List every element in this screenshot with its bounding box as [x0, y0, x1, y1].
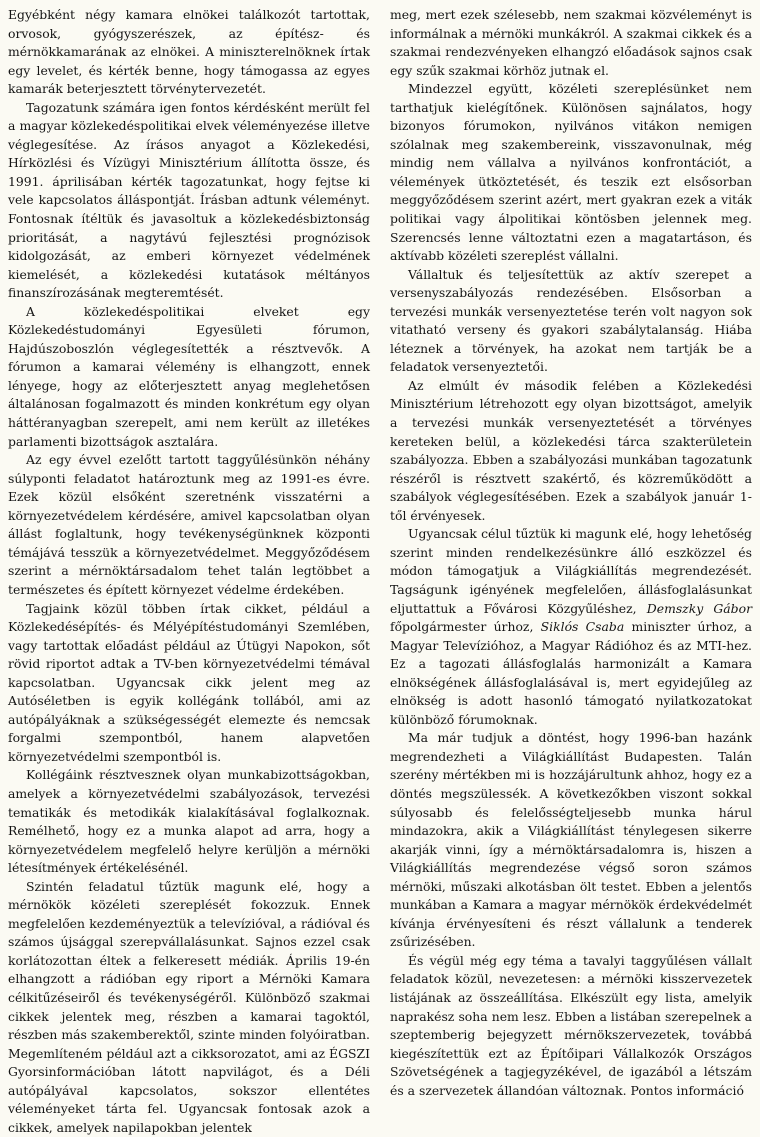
paragraph: Egyébként négy kamara elnökei találkozót tartottak, orvosok, gyógyszerészek, az építész- és mérnökkamarának az elnökei. A miniszterelnöknek írtak egy levelet, és kérték benne, hogy támogassa az egyes kamarák beterjesztett törvénytervezetét.: [8, 7, 370, 97]
text-run: főpolgármester úrhoz,: [390, 619, 541, 635]
text-run: Ugyancsak célul tűztük ki magunk elé, hogy lehetőség szerint minden rendelkezésünkre álló eszközzel és módon támogatjuk a Világkiállítás megrendezését. Tagságunk igényének megfelelően, állásfoglalásunkat eljuttattuk a Fővárosi Közgyűléshez,: [390, 526, 752, 616]
paragraph: Kollégáink résztvesznek olyan munkabizottságokban, amelyek a környezetvédelmi szabályozások, tervezési tematikák és metodikák kialakításával foglalkoznak. Remélhető, hogy ez a munka alapot ad arra, hogy a környezetvédelem megfelelő helyre kerüljön a mérnöki létesítmények értékelésénél.: [8, 767, 370, 876]
paragraph: A közlekedéspolitikai elveket egy Közlekedéstudományi Egyesületi fórumon, Hajdúszoboszlón véglegesítették a résztvevők. A fórumon a kamarai vélemény is elhangzott, ennek lényege, hogy az előterjesztett anyag meglehetősen általánosan fogalmazott és minden konkrétum egy olyan háttéranyagban szerepelt, ami nem került az illetékes parlamenti bizottságok asztalára.: [8, 303, 370, 449]
paragraph: meg, mert ezek szélesebb, nem szakmai közvéleményt is informálnak a mérnöki munkákról. A szakmai cikkek és a szakmai rendezvényeken elhangzó előadások sajnos csak egy szűk szakmai körhöz jutnak el.: [390, 7, 752, 78]
paragraph: Tagjaink közül többen írtak cikket, például a Közlekedésépítés- és Mélyépítéstudományi Szemlében, vagy tartottak előadást például az Útügyi Napokon, sőt rövid riportot adtak a TV-ben környezetvédelmi témával kapcsolatban. Ugyancsak cikk jelent meg az Autóséletben is egyik kollégánk tollából, ami az autópályáknak a szükségességét elemezte és nemcsak forgalmi szempontból, hanem alapvetően környezetvédelmi szempontból is.: [8, 600, 370, 764]
text-run: miniszter úrhoz, a Magyar Televízióhoz, a Magyar Rádióhoz és az MTI-hez. Ez a tagozati állásfoglalás harmonizált a Kamara elnökségének állásfoglalásával is, mert egyidejűleg az elnökség is adott hasonló támogató nyilatkozatokat különböző fórumoknak.: [390, 619, 752, 727]
person-name: Demszky Gábor: [646, 600, 752, 616]
paragraph: Vállaltuk és teljesítettük az aktív szerepet a versenyszabályozás rendezésében. Elsősorban a tervezési munkák versenyeztetése terén volt nagyon sok vitatható verseny és gyakori szabálytalanság. Hiába léteznek a törvények, ha azokat nem tartják be a feladatok versenyeztetői.: [390, 266, 752, 375]
paragraph: Ma már tudjuk a döntést, hogy 1996-ban hazánk megrendezheti a Világkiállítást Budapesten. Talán szerény mértékben mi is hozzájárultunk ahhoz, hogy ez a döntés megszülessék. A következőkben viszont sokkal súlyosabb és felelősségteljesebb munka hárul mindazokra, akik a Világkiállítást ténylegesen sikerre akarják vinni, így a mérnöktársadalomra is, hiszen a Világkiállítás megrendezése végső soron számos mérnöki, műszaki alkotásban ölt testet. Ebben a jelentős munkában a Kamara a magyar mérnökök érdekvédelmét kívánja érvényesíteni és részt vállalunk a tenderek zsűrizésében.: [390, 730, 752, 950]
paragraph: Szintén feladatul tűztük magunk elé, hogy a mérnökök közéleti szereplését fokozzuk. Ennek megfelelően kezdeményeztük a televízióval, a rádióval és számos újsággal szerepvállalásunkat. Sajnos ezzel csak korlátozottan éltek a felkeresett médiák. Április 19-én elhangzott a rádióban egy riport a Mérnöki Kamara célkitűzéseiről és tevékenységéről. Különböző szakmai cikkek jelentek meg, részben a kamarai tagoktól, részben más szakemberektől, szinte minden folyóiratban. Megemlíteném például azt a cikksorozatot, ami az ÉGSZI Gyorsinformációban látott napvilágot, és a Déli autópályával kapcsolatos, sokszor ellentétes véleményeket tárta fel. Ugyancsak fontosak azok a cikkek, amelyek napilapokban jelentek: [8, 878, 370, 1135]
paragraph: Az elmúlt év második felében a Közlekedési Minisztérium létrehozott egy olyan bizottságot, amelyik a tervezési munkák versenyeztetését a törvényes kereteken belül, a közlekedési tárca szakterületein szabályozza. Ebben a szabályozási munkában tagozatunk részéről is résztvett szakértő, és közreműködött a szabályok véglegesítésében. Ezek a szabályok január 1-től érvényesek.: [390, 377, 752, 523]
paragraph: Tagozatunk számára igen fontos kérdésként merült fel a magyar közlekedéspolitikai elvek véleményezése illetve véglegesítése. Az írásos anyagot a Közlekedési, Hírközlési és Vízügyi Minisztérium állította össze, és 1991. áprilisában kérték tagozatunkat, hogy fejtse ki vele kapcsolatos álláspontját. Írásban adtunk véleményt. Fontosnak ítéltük és javasoltuk a közlekedésbiztonság prioritását, a nagytávú fejlesztési prognózisok kidolgozását, az emberi környezet védelmének kiemelését, a közlekedési kutatások méltányos finanszírozásának megteremtését.: [8, 99, 370, 301]
paragraph: Az egy évvel ezelőtt tartott taggyűlésünkön néhány súlyponti feladatot határoztunk meg az 1991-es évre. Ezek közül elsőként szeretnénk visszatérni a környezetvédelem kérdésére, amivel kapcsolatban olyan állást foglaltunk, hogy tevékenységünknek központi témájává tesszük a környezetvédelmet. Meggyőződésem szerint a mérnöktársadalom tehet talán legtöbbet a természetes és épített környezet védelme érdekében.: [8, 452, 370, 597]
paragraph-with-names: [390, 525, 752, 729]
right-column: [390, 6, 752, 1098]
paragraph: Mindezzel együtt, közéleti szereplésünket nem tarthatjuk kielégítőnek. Különösen sajnálatos, hogy bizonyos fórumokon, nyilvános vitákon nemigen szólalnak meg szakembereink, visszavonulnak, még mindig nem vállalva a nyilvános konfrontációt, a vélemények ütköztetését, és teszik ezt elsősorban meggyőződésem szerint azért, mert gyakran ezek a viták politikai vagy álpolitikai köntösben jelennek meg. Szerencsés lenne változtatni ezen a magatartáson, és aktívabb közéleti szereplést vállalni.: [390, 81, 752, 264]
left-column: [8, 6, 370, 1135]
paragraph: És végül még egy téma a tavalyi taggyűlésen vállalt feladatok közül, nevezetesen: a mérnöki kisszervezetek listájának az összeállítása. Elkészült egy lista, amelyik naprakész soha nem lesz. Ebben a listában szerepelnek a szeptemberig bejegyzett mérnökszervezetek, továbbá kiegészítettük ezt az Építőipari Vállalkozók Országos Szövetségének a tagjegyzékével, de igazából a létszám és a szervezetek állandóan változnak. Pontos információ: [390, 952, 752, 1098]
person-name: Siklós Csaba: [540, 619, 625, 635]
